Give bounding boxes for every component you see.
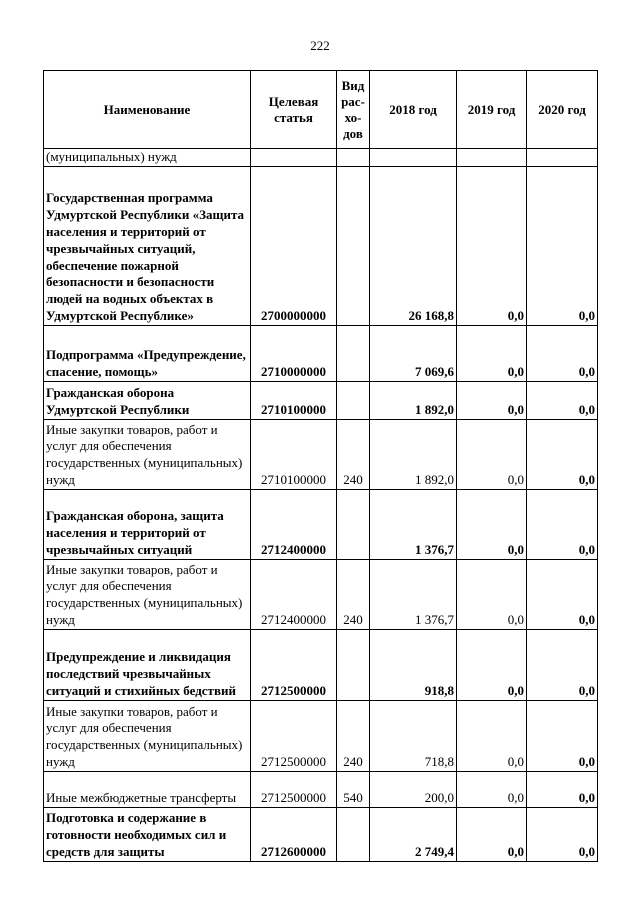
table-row (44, 629, 598, 700)
row-2019: 0,0 (457, 807, 527, 861)
row-2020: 0,0 (527, 771, 598, 807)
row-2020: 0,0 (527, 700, 598, 771)
row-name: Иные закупки товаров, работ и услуг для обеспечения государственных (муниципальных) нужд (44, 559, 251, 629)
row-2018: 718,8 (370, 700, 457, 771)
row-2020: 0,0 (527, 166, 598, 325)
row-code: 2712400000 (251, 559, 337, 629)
row-name: Подпрограмма «Предупреждение, спасение, помощь» (44, 325, 251, 381)
row-2018: 918,8 (370, 629, 457, 700)
page-number: 222 (310, 38, 330, 53)
row-2019 (457, 149, 527, 167)
row-2018: 1 376,7 (370, 489, 457, 559)
table-row (44, 807, 598, 861)
table-row (44, 325, 598, 381)
row-2020: 0,0 (527, 381, 598, 419)
row-kind: 540 (337, 771, 370, 807)
row-kind: 240 (337, 700, 370, 771)
row-name: Предупреждение и ликвидация последствий чрезвычайных ситуаций и стихийных бедствий (44, 629, 251, 700)
row-kind (337, 629, 370, 700)
row-2018: 2 749,4 (370, 807, 457, 861)
row-2019: 0,0 (457, 771, 527, 807)
row-2019: 0,0 (457, 559, 527, 629)
row-code: 2710000000 (251, 325, 337, 381)
table-row (44, 381, 598, 419)
row-2019: 0,0 (457, 419, 527, 489)
row-2018: 1 892,0 (370, 419, 457, 489)
header-2019: 2019 год (457, 71, 527, 149)
row-2018: 7 069,6 (370, 325, 457, 381)
row-kind: 240 (337, 559, 370, 629)
table-row (44, 700, 598, 771)
row-2019: 0,0 (457, 325, 527, 381)
row-kind (337, 807, 370, 861)
row-2018: 26 168,8 (370, 166, 457, 325)
row-name: Иные закупки товаров, работ и услуг для обеспечения государственных (муниципальных) нужд (44, 419, 251, 489)
table-row (44, 771, 598, 807)
row-2019: 0,0 (457, 489, 527, 559)
row-name: Иные закупки товаров, работ и услуг для обеспечения государственных (муниципальных) нужд (44, 700, 251, 771)
budget-table (43, 70, 598, 862)
row-2019: 0,0 (457, 629, 527, 700)
row-kind (337, 325, 370, 381)
row-kind (337, 381, 370, 419)
row-name: Подготовка и содержание в готовности необходимых сил и средств для защиты (44, 807, 251, 861)
row-2020: 0,0 (527, 489, 598, 559)
row-code: 2712500000 (251, 771, 337, 807)
row-code: 2710100000 (251, 419, 337, 489)
row-2020 (527, 149, 598, 167)
row-2020: 0,0 (527, 559, 598, 629)
row-code: 2710100000 (251, 381, 337, 419)
table-row (44, 166, 598, 325)
row-name: Государственная программа Удмуртской Республики «Защита населения и территорий от чрезвычайных ситуаций, обеспечение пожарной безопасности и безопасности людей на водных объектах в Удмуртской Республике» (44, 166, 251, 325)
row-2020: 0,0 (527, 629, 598, 700)
table-row (44, 489, 598, 559)
header-kind: Вид рас-хо-дов (337, 71, 370, 149)
header-2018: 2018 год (370, 71, 457, 149)
row-2018: 1 376,7 (370, 559, 457, 629)
row-kind: 240 (337, 419, 370, 489)
row-code: 2712500000 (251, 700, 337, 771)
table-row (44, 149, 598, 167)
row-code: 2712500000 (251, 629, 337, 700)
row-kind (337, 489, 370, 559)
row-2020: 0,0 (527, 325, 598, 381)
row-code: 2712600000 (251, 807, 337, 861)
row-2019: 0,0 (457, 166, 527, 325)
row-kind (337, 166, 370, 325)
row-kind (337, 149, 370, 167)
header-2020: 2020 год (527, 71, 598, 149)
header-target: Целевая статья (251, 71, 337, 149)
row-2020: 0,0 (527, 807, 598, 861)
row-2019: 0,0 (457, 381, 527, 419)
row-name: Иные межбюджетные трансферты (44, 771, 251, 807)
row-name: Гражданская оборона, защита населения и территорий от чрезвычайных ситуаций (44, 489, 251, 559)
header-row (44, 71, 598, 149)
row-2018: 1 892,0 (370, 381, 457, 419)
row-name: Гражданская оборона Удмуртской Республики (44, 381, 251, 419)
row-name: (муниципальных) нужд (44, 149, 251, 167)
row-2018 (370, 149, 457, 167)
row-code (251, 149, 337, 167)
row-2019: 0,0 (457, 700, 527, 771)
row-code: 2700000000 (251, 166, 337, 325)
header-name: Наименование (44, 71, 251, 149)
table-row (44, 559, 598, 629)
row-2018: 200,0 (370, 771, 457, 807)
row-2020: 0,0 (527, 419, 598, 489)
table-row (44, 419, 598, 489)
row-code: 2712400000 (251, 489, 337, 559)
